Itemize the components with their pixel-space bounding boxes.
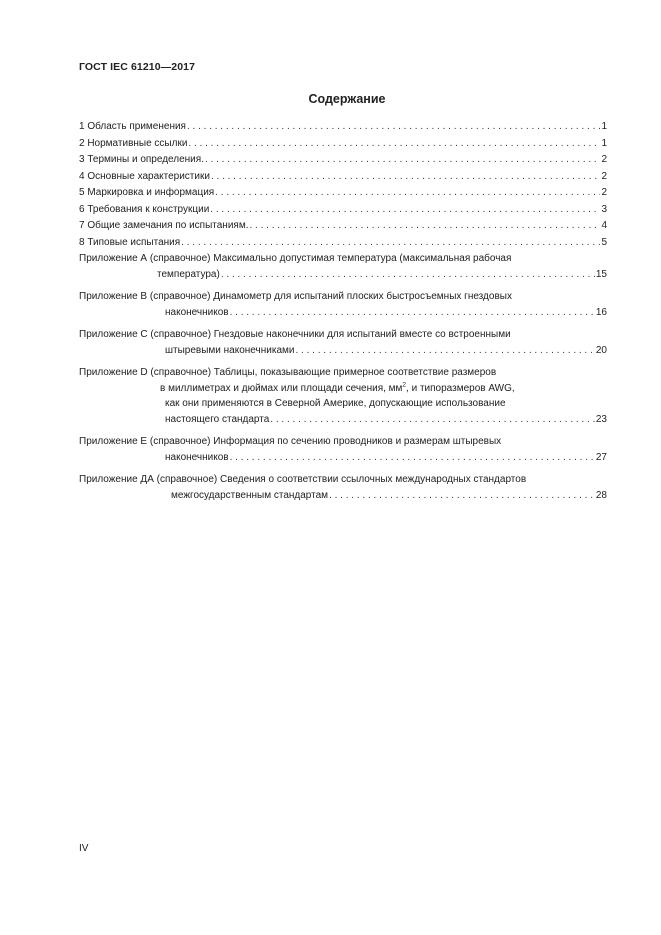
toc-entry[interactable]: [79, 136, 607, 152]
toc-entry-title: Приложение С (справочное) Гнездовые наконечники для испытаний вместе со встроенными: [79, 329, 511, 340]
toc-leader-dots: [211, 169, 601, 185]
toc-page-number: 2: [601, 187, 607, 198]
toc-entry-title: Приложение Е (справочное) Информация по сечению проводников и размерам штыревых: [79, 436, 502, 447]
toc-entry-title: Приложение D (справочное) Таблицы, показывающие примерное соответствие размеров: [79, 367, 497, 378]
toc-page-number: 28: [595, 489, 607, 501]
toc-title: Содержание: [308, 92, 386, 106]
toc-page-number: 2: [601, 154, 607, 165]
toc-entry[interactable]: [79, 119, 607, 135]
toc-page-number: 4: [601, 220, 607, 231]
toc-entry-title-cont: межгосударственным стандартам: [171, 489, 329, 501]
toc-entry-title-cont: наконечников: [165, 451, 229, 463]
toc-page-number: 20: [595, 344, 607, 356]
toc-entry-title: 1 Область применения: [79, 121, 186, 132]
toc-page-number: 1: [601, 137, 607, 149]
toc-leader-dots: [329, 488, 595, 504]
toc-entry[interactable]: [79, 218, 607, 234]
toc-entry[interactable]: [79, 235, 607, 251]
toc-page-number: 16: [595, 306, 607, 318]
toc-leader-dots: [188, 136, 600, 152]
toc-entry-title: 5 Маркировка и информация: [79, 187, 215, 198]
toc-leader-dots: [187, 119, 600, 135]
toc-entry-title-cont: наконечников: [165, 306, 229, 318]
toc-entry-appendix-d[interactable]: [79, 365, 607, 427]
toc-entry-appendix-da[interactable]: [79, 472, 607, 503]
toc-entry-title-cont: настоящего стандарта: [165, 413, 270, 425]
toc-leader-dots: [270, 412, 595, 428]
toc-leader-dots: [205, 152, 600, 168]
toc-entry-appendix-a[interactable]: [79, 251, 607, 282]
toc-page-number: 3: [601, 203, 607, 215]
toc-leader-dots: [215, 185, 600, 201]
toc-entry-title-cont: температура): [157, 268, 220, 280]
document-code: ГОСТ IEC 61210—2017: [79, 61, 196, 73]
toc-entry-title-cont: в миллиметрах и дюймах или площади сечения, $мм^2$, и типоразмеров AWG,: [160, 381, 515, 394]
toc-page-number: 2: [601, 170, 607, 182]
toc-leader-dots: [181, 235, 600, 251]
toc-entry-title: Приложение ДА (справочное) Сведения о соответствии ссылочных международных стандартов: [79, 474, 527, 485]
toc-entry-appendix-c[interactable]: [79, 327, 607, 358]
toc-entry-title: Приложение А (справочное) Максимально допустимая температура (максимальная рабочая: [79, 253, 512, 264]
superscript: 2: [402, 381, 407, 389]
toc-entry-appendix-e[interactable]: [79, 434, 607, 465]
toc-entry-title: 3 Термины и определения.: [79, 154, 204, 165]
toc-page-number: 5: [601, 236, 607, 248]
toc-leader-dots: [295, 343, 594, 359]
toc-entry-title: 4 Основные характеристики: [79, 170, 210, 182]
page-number: IV: [79, 843, 89, 854]
toc-page-number: 1: [601, 121, 607, 132]
toc-entry-title: 8 Типовые испытания: [79, 236, 181, 248]
toc-entry-title-cont: как они применяются в Северной Америке, допускающие использование: [165, 398, 506, 409]
toc-page-number: 23: [595, 413, 607, 425]
table-of-contents: [79, 119, 607, 503]
toc-entry[interactable]: [79, 169, 607, 185]
toc-page-number: 15: [595, 268, 607, 280]
toc-leader-dots: [230, 305, 595, 321]
toc-entry-appendix-b[interactable]: [79, 289, 607, 320]
toc-entry-title-cont: штыревыми наконечниками: [165, 344, 295, 356]
toc-page-number: 27: [595, 451, 607, 463]
toc-entry-title: Приложение В (справочное) Динамометр для испытаний плоских быстросъемных гнездовых: [79, 291, 512, 302]
toc-leader-dots: [221, 267, 595, 283]
toc-entry-title: 2 Нормативные ссылки: [79, 137, 188, 149]
toc-leader-dots: [210, 202, 600, 218]
toc-leader-dots: [230, 450, 595, 466]
toc-entry[interactable]: [79, 152, 607, 168]
toc-entry-title: 6 Требования к конструкции: [79, 203, 210, 215]
toc-entry[interactable]: [79, 202, 607, 218]
toc-leader-dots: [249, 218, 600, 234]
toc-entry[interactable]: [79, 185, 607, 201]
toc-entry-title: 7 Общие замечания по испытаниям.: [79, 220, 249, 231]
